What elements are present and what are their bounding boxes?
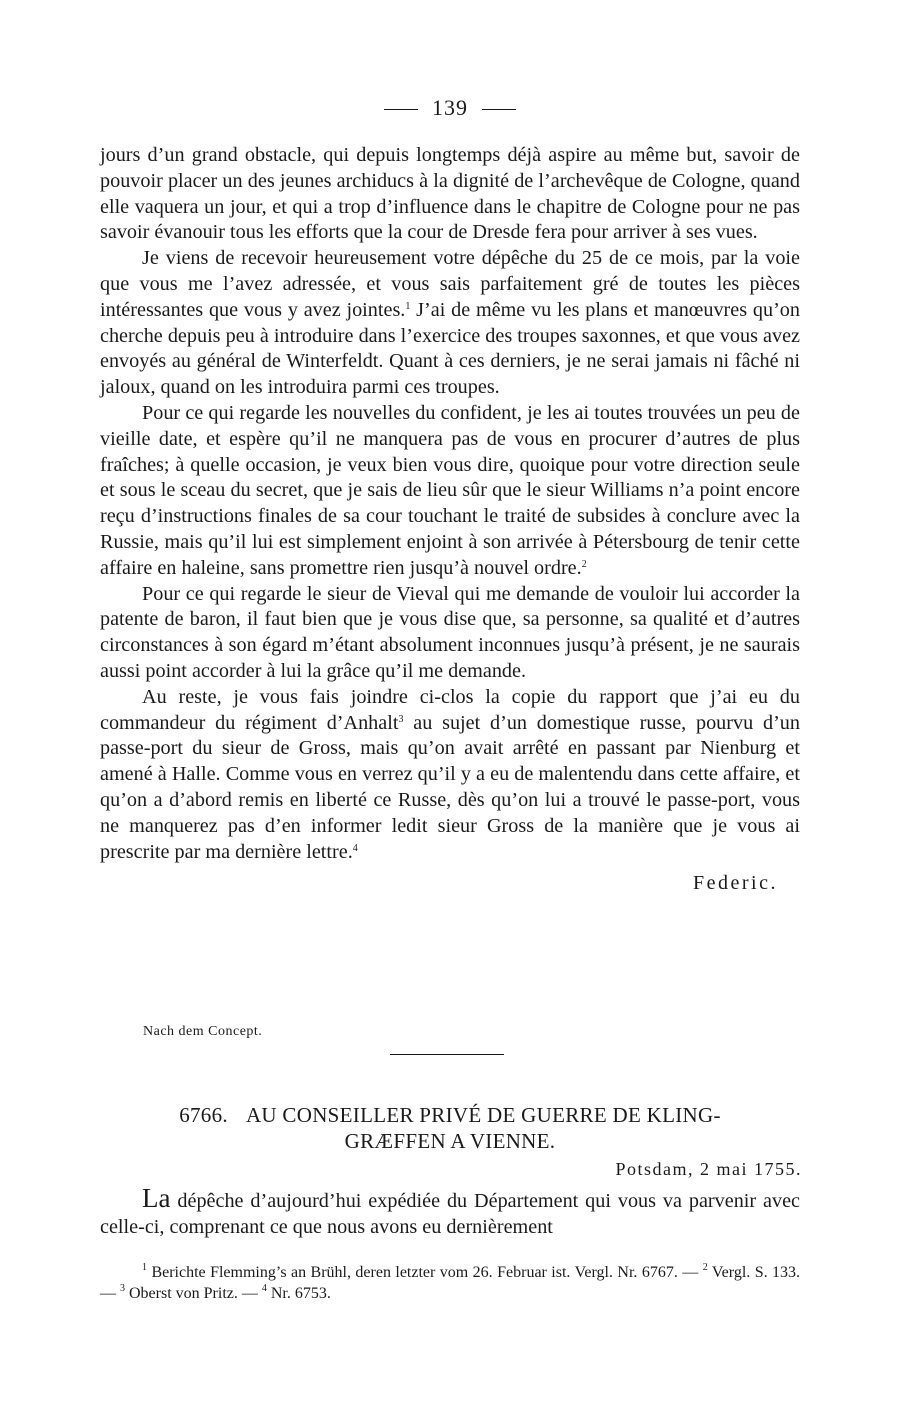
footnote-label-3: 3: [120, 1283, 125, 1294]
footnote-label-4: 4: [261, 1283, 267, 1294]
section-separator: [390, 1054, 504, 1055]
letter-opening-text: dépêche d’aujourd’hui expédiée du Département qui vous va parvenir avec celle-ci, comprenant ce que nous avons eu dernièrement: [100, 1190, 800, 1238]
paragraph-reste: [100, 685, 800, 866]
paragraph-depeche-text: Je viens de recevoir heureusement votre dépêche du 25 de ce mois, par la voie que vous me l’avez adressée, et vous sais parfaitement gré de toutes les pièces intéressantes que vous y avez jointes.: [100, 247, 800, 321]
footnote-4-text: Nr. 6753.: [270, 1285, 331, 1302]
letter-heading: [130, 1102, 770, 1154]
letter-number: 6766.: [179, 1103, 228, 1127]
footnote-label-1: 1: [142, 1262, 147, 1273]
paragraph-confident: [100, 401, 800, 582]
signature-row: [100, 865, 800, 895]
place-date: Potsdam, 2 mai 1755.: [615, 1159, 802, 1179]
footnote-mark-4: 4: [352, 842, 358, 854]
footnote-mark-2: 2: [581, 558, 587, 570]
footnote-1-text: Berichte Flemming’s an Brühl, deren letzter vom 26. Februar ist. Vergl. Nr. 6767. —: [151, 1264, 699, 1281]
header-rule-left: [384, 109, 418, 110]
paragraph-manoeuvres-text: J’ai de même vu les plans et manœuvres qu’on cherche depuis peu à introduire dans l’exercice des troupes saxonnes, et que vous avez envoyés au général de Winterfeldt. Quant à ces derniers, je ne serai jamais ni fâché ni jaloux, quand on les introduira parmi ces troupes.: [100, 298, 800, 399]
footnote-block: [100, 1262, 800, 1304]
footnote-label-2: 2: [702, 1262, 708, 1273]
paragraph-reste-text-a: Au reste, je vous fais joindre ci-clos la copie du rapport que j’ai eu du commandeur du régiment d’Anhalt: [100, 685, 800, 734]
footnotes: [100, 1262, 800, 1304]
paragraph-continuation: jours d’un grand obstacle, qui depuis longtemps déjà aspire au même but, savoir de pouvoir placer un des jeunes archiducs à la dignité de l’archevêque de Cologne, quand elle vaquera un jour, et qui a trop d’influence dans le chapitre de Cologne pour ne pas savoir évanouir tous les efforts que la cour de Dresde fera pour arriver à ses vues.: [100, 144, 800, 244]
continued-letter-text: [100, 143, 800, 895]
footnote-2-text: Vergl. S. 133. —: [100, 1264, 801, 1302]
footnote-3-text: Oberst von Pritz. —: [129, 1285, 258, 1302]
footnote-mark-3: 3: [398, 713, 404, 725]
page-number-header: [0, 95, 900, 121]
letter-title: AU CONSEILLER PRIVÉ DE GUERRE DE KLING-GRÆFFEN A VIENNE.: [245, 1103, 721, 1153]
source-note: Nach dem Concept.: [143, 1024, 263, 1039]
letter-body: [100, 1185, 800, 1240]
signature: Federic.: [693, 872, 778, 895]
page-number: 139: [432, 95, 468, 120]
drop-cap: La: [142, 1183, 171, 1213]
paragraph-confident-text: Pour ce qui regarde les nouvelles du confident, je les ai toutes trouvées un peu de vieille date, et espère qu’il ne manquera pas de vous en procurer d’autres de plus fraîches; à quelle occasion, je veux bien vous dire, quoique pour votre direction seule et sous le sceau du secret, que je sais de lieu sûr que le sieur Williams n’a point encore reçu d’instructions finales de sa cour touchant le traité de subsides à conclure avec la Russie, mais qu’il lui est simplement enjoint à son arrivée à Pétersbourg de tenir cette affaire en haleine, sans promettre rien jusqu’à nouvel ordre.: [100, 401, 800, 579]
paragraph-vieval: Pour ce qui regarde le sieur de Vieval qui me demande de vouloir lui accorder la patente de baron, il faut bien que je vous dise que, sa personne, sa qualité et d’autres circonstances à son égard m’étant absolument inconnues jusqu’à présent, je ne saurais aussi point accorder à lui la grâce qu’il me demande.: [100, 582, 800, 682]
paragraph-reste-text-b: au sujet d’un domestique russe, pourvu d’un passe-port du sieur de Gross, mais qu’on avait arrêté en passant par Nienburg et amené à Halle. Comme vous en verrez qu’il y a eu de malentendu dans cette affaire, et qu’on a d’abord remis en liberté ce Russe, dès qu’on lui a trouvé le passe-port, vous ne manquerez pas d’en informer ledit sieur Gross de la manière que je vous ai prescrite par ma dernière lettre.: [100, 711, 800, 863]
paragraph-depeche: [100, 246, 800, 401]
header-rule-right: [482, 109, 516, 110]
footnote-mark-1: 1: [405, 300, 411, 312]
